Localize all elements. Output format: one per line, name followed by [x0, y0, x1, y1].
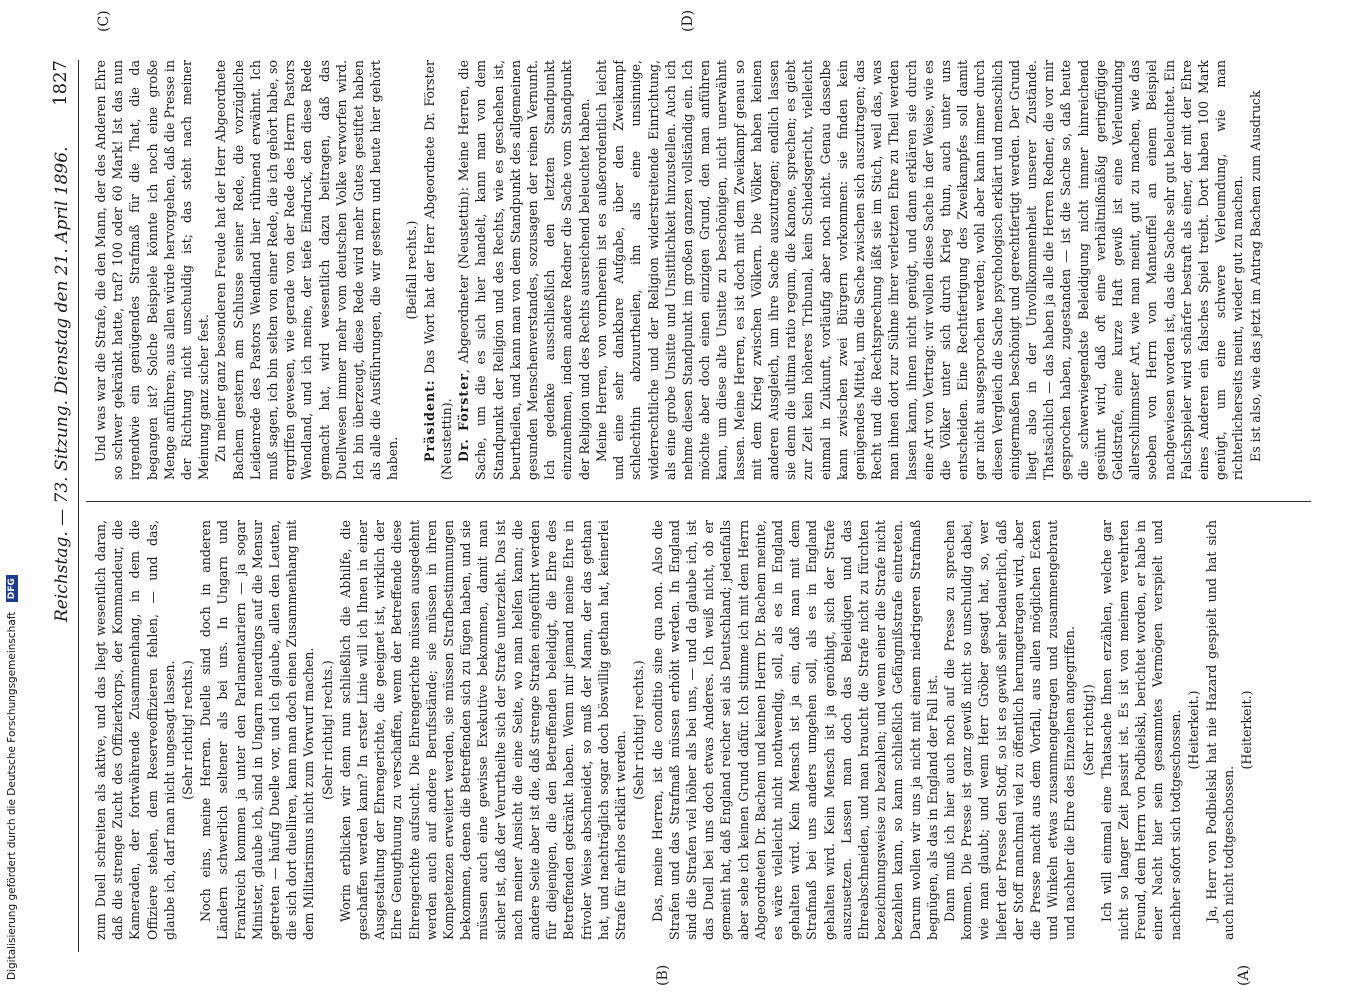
- paragraph: Meine Herren, von vornherein ist es außerordentlich leicht und eine sehr dankbare Aufgabe, über den Zweikampf schlechthin abzuurtheilen, ihn als eine unsinnige, widerrechtliche und der Religion widerstreitende Einrichtung, als eine grobe Unsitte und Unsittlichkeit hinzustellen. Auch ich nehme diesen Standpunkt im großen ganzen vollständig ein. Ich möchte aber doch einen einzigen Grund, den man anführen kann, um diese alte Unsitte zu beschönigen, nicht unerwähnt lassen. Meine Herren, es ist doch mit dem Zweikampf genau so mit dem Krieg zwischen Völkern. Die Völker haben keinen anderen Ausgleich, um ihre Sache auszutragen; endlich lassen sie denn die ultima ratio regum, die Kanone, sprechen; es giebt zur Zeit kein höheres Tribunal, kein Schiedsgericht, vielleicht einmal in Zukunft, vorläufig aber noch nicht. Genau dasselbe kann zwischen zwei Bürgern vorkommen: sie finden kein genügendes Mittel, um die Sache zwischen sich auszutragen; das Recht und die Rechtsprechung läßt sie im Stich, weil das, was man ihnen dort zur Sühne ihrer verletzten Ehre zu Theil werden lassen kann, ihnen nicht genügt, und dann erklären sie durch eine Art von Vertrag: wir wollen diese Sache in der Weise, wie es die Völker unter sich durch Krieg thun, auch unter uns entscheiden. Eine Rechtfertigung des Zweikampfes soll damit gar nicht ausgesprochen werden; wohl aber kann immer durch diesen Vergleich die Sache psychologisch erklärt und menschlich einigermaßen beschönigt und gerechtfertigt werden. Der Grund liegt also in der Unvollkommenheit unserer Zustände. Thatsächlich — das haben ja alle die Herren Redner, die vor mir gesprochen haben, zugestanden — ist die Sache so, daß heute die schwerwiegendste Beleidigung nicht immer hinreichend gesühnt wird, daß oft eine verhältnißmäßig geringfügige Geldstrafe, eine kurze Haft gewiß ist eine Verleumdung allerschlimmster Art, wie man meint, gut zu machen, wie das soeben von Herrn von Manteuffel an einem Beispiel nachgewiesen worden ist, das die Sache sehr gut beleuchtet. Ein Falschspieler wird schärfer bestraft als einer, der mit der Ehre eines Anderen ein falsches Spiel treibt. Dort haben 100 Mark genügt, um eine schwere Verleumdung, wie man richterlicherseits meint, wieder gut zu machen.: [593, 60, 1246, 480]
- speech-start: Dr. Förster, Abgeordneter (Neustettin): Meine Herren, die Sache, um die es sich hier handelt, kann man von dem Standpunkt der Religion und des Rechts, wie es geschehen ist, beurtheilen, und kann man von dem Standpunkt des allgemeinen gesunden Menschenverstandes, sozusagen der reinen Vernunft. Ich gedenke ausschließlich den letzten Standpunkt einzunehmen, indem andere Redner die Sache vom Standpunkt der Religion und des Rechts ausreichend beleuchtet haben.: [456, 60, 592, 480]
- margin-letter-a: (A): [1236, 964, 1252, 986]
- speech-text: Abgeordneter (Neustettin): Meine Herren, die Sache, um die es sich hier handelt, kann man von dem Standpunkt der Religion und des Rechts, wie es geschehen ist, beurtheilen, und kann man von dem Standpunkt des allgemeinen gesunden Menschenverstandes, sozusagen der reinen Vernunft. Ich gedenke ausschließlich den letzten Standpunkt einzunehmen, indem andere Redner die Sache vom Standpunkt der Religion und des Rechts ausreichend beleuchtet haben.: [456, 60, 592, 480]
- credit-text: Digitalisierung gefördert durch die Deutsche Forschungsgemeinschaft: [6, 611, 18, 980]
- text-column-left: [92, 520, 1312, 940]
- paragraph: Zu meiner ganz besonderen Freude hat der Herr Abgeordnete Bachem gestern am Schlusse seiner Rede, die vorzügliche Leidenrede des Pastors Wendland hier rühmend erwähnt. Ich muß sagen, ich bin selten von einer Rede, die ich gehört habe, so ergriffen gewesen, wie gerade von der Rede des Herrn Pastors Wendland, und ich meine, der tiefe Eindruck, den diese Rede gemacht hat, wird wesentlich dazu beitragen, daß das Duellwesen immer mehr vom deutschen Volke verworfen wird. Ich bin überzeugt, diese Rede wird mehr Gutes gestiftet haben als alle die Ausführungen, die wir gestern und heute hier gehört haben.: [213, 60, 401, 480]
- paragraph: Das, meine Herren, ist die conditio sine qua non. Also die Strafen und das Strafmaß müssen erhöht werden. In England sind die Strafen viel höher als bei uns, — und da glaube ich, ist das Duell bei uns doch etwas Anderes. Ich weiß nicht, ob er gemeint hat, daß England reicher sei als Deutschland; jedenfalls aber sehe ich keinen Grund dafür. Ich stimme ich mit dem Herrn Abgeordneten Dr. Bachem und keinen Herrn Dr. Bachem meinte, es wäre vielleicht nicht nothwendig, soll, als es in England gehalten wird. Kein Mensch ist ja ein, daß man mit dem Strafmaß bei uns anders umgehen soll, als es in England gehalten wird. Kein Mensch ist ja genöthigt, sich der Strafe auszusetzen. Lassen man doch das Beleidigen und das Ehreabschneiden, und man braucht die Strafe nicht zu fürchten bezeichnungsweise zu bezahlen; und wenn einer die Strafe nicht bezahlen kann, so kann schließlich Gefängnißstrafe eintreten. Darum wollen wir uns ja nicht mit einem niedrigeren Strafmaß begnügen, als das in England der Fall ist.: [649, 520, 940, 940]
- dfg-logo-icon: DFG: [6, 575, 18, 602]
- margin-letter-b: (B): [655, 964, 671, 986]
- paragraph: Und was war die Strafe, die den Mann, der des Anderen Ehre so schwer gekränkt hatte, traf? 100 oder 60 Mark! Ist das nun irgendwie ein genügendes Strafmaß für die That, die da begangen ist? Solche Beispiele könnte ich noch eine große Menge anführen; aus allen würde hervorgehen, daß die Presse in der Richtung nicht unschuldig ist; das steht nach meiner Meinung ganz sicher fest.: [93, 60, 212, 480]
- interjection: (Sehr richtig!): [1080, 684, 1096, 776]
- interjection: (Sehr richtig! rechts.): [180, 660, 196, 800]
- digitization-credit: [6, 575, 18, 980]
- text-column-right: [92, 60, 1312, 480]
- speaker-name: Präsident:: [421, 379, 437, 462]
- page-header: [46, 60, 79, 952]
- paragraph: Worin erblicken wir denn nun schließlich die Abhilfe, die geschaffen werden kann? In erster Linie will ich Ihnen in einer Ausgestaltung der Ehrengerichte, die geeignet ist, wirklich der Ehre Genugthuung zu verschaffen, wenn der Betreffende diese Ehrengerichte aufsucht. Die Ehrengerichte müssen ausgedehnt werden auch auf andere Berufsstände; sie müssen in ihren Kompetenzen erweitert werden, sie müssen Strafbestimmungen bekommen, denen die Betreffenden sich zu fügen haben, und sie müssen auch eine gewisse Exekutive bekommen, damit man sicher ist, daß der Verurtheilte sich der Strafe unterzieht. Das ist nach meiner Ansicht die eine Seite, wo man helfen kann; die andere Seite aber ist die, daß strenge Strafen eingeführt werden für diejenigen, die den Betreffenden beleidigt, die Ehre des Betreffenden gekränkt haben. Wenn mir jemand meine Ehre in frivoler Weise abschneidet, so muß der Mann, der das gethan hat, und nachträglich sogar doch böswillig gethan hat, keinerlei Strafe für ehrlos erklärt werden.: [337, 520, 629, 940]
- interjection: (Beifall rechts.): [403, 220, 419, 320]
- interjection: (Sehr richtig! rechts.): [319, 660, 335, 800]
- running-title: Reichstag. — 73. Sitzung. Dienstag den 21. April 1896.: [52, 146, 72, 622]
- paragraph: Ich will einmal eine Thatsache Ihnen erzählen, welche gar nicht so langer Zeit passirt ist. Es ist von meinem verehrten Freund, dem Herrn von Podbielski, berichtet worden, er habe in einer Nacht hier sein gesammtes Vermögen verspielt und nachher sofort sich todtgeschossen.: [1098, 520, 1183, 940]
- margin-letter-d: (D): [680, 9, 696, 32]
- margin-letter-c: (C): [96, 10, 112, 32]
- interjection: (Heiterkeit.): [1239, 690, 1255, 770]
- paragraph: Dann muß ich hier auch noch auf die Presse zu sprechen kommen. Die Presse ist ganz gewiß nicht so unschuldig dabei, wie man glaubt; und wenn Herr Gröber gesagt hat, so, wer liefert der Presse den Stoff, so ist es gewiß sehr bedauerlich, daß der Stoff manchmal viel zu öffentlich herumgetragen wird, aber die Presse macht aus dem Vorfall, aus allen möglichen Ecken und Winkeln etwas zusammengetragen und zusammengebraut und nachher die Ehre des Einzelnen angegriffen.: [941, 520, 1078, 940]
- column-divider: [86, 501, 1311, 502]
- paragraph: Noch eins, meine Herren. Duelle sind doch in anderen Ländern schwerlich seltener als bei uns. In Ungarn und Frankreich kommen ja unter den Parlamentariern — ja sogar Minister, glaube ich, sind in Ungarn neuerdings auf die Mensur getreten — häufig Duelle vor, und ich glaube, allen den Leuten, die sich dort duelliren, kann man doch einen Zusammenhang mit dem Militarismus nicht zum Vorwurf machen.: [198, 520, 317, 940]
- interjection: (Heiterkeit.): [1185, 690, 1201, 770]
- speaker-name: Dr. Förster: [456, 373, 472, 462]
- paragraph: zum Duell schreiten als aktive, und das liegt wesentlich daran, daß die strenge Zucht des Offizierkorps, der Kommandeur, die Kameraden, der fortwährende Zusammenhang, in dem die Offiziere stehen, dem Reserveoffizieren fehlen, — und das, glaube ich, darf man nicht ungesagt lassen.: [93, 520, 177, 940]
- president-remark: [421, 60, 455, 480]
- paragraph: Es ist also, wie das jetzt im Antrag Bachem zum Ausdruck: [1247, 90, 1263, 462]
- speech-text: Das Wort hat der Herr Abgeordnete Dr. Förster (Neustettin).: [421, 60, 455, 480]
- paragraph: Ja, Herr von Podbielski hat nie Hazard gespielt und hat sich auch nicht todtgeschossen.: [1204, 520, 1237, 940]
- page-number: 1827: [50, 60, 71, 106]
- interjection: (Sehr richtig! rechts.): [631, 660, 647, 800]
